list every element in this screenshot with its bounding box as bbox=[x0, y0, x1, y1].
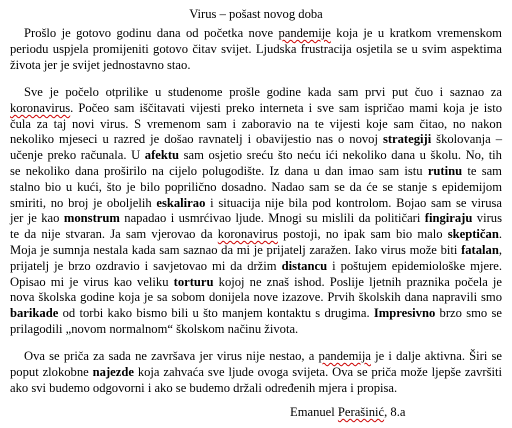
paragraph-body bbox=[10, 85, 502, 338]
bold-term: barikade bbox=[10, 306, 59, 321]
text-line: poput zlokobne najezde koja zahvaća sve ljude ovoga svijeta. Ova se priča može ljepše završiti bbox=[10, 364, 502, 379]
text-line: Ova se priča za sada ne završava jer virus nije nestao, a pandemija je i dalje aktivna. Širi se bbox=[24, 349, 503, 363]
bold-term: distancu bbox=[281, 258, 328, 273]
bold-term: strategiji bbox=[382, 132, 432, 147]
bold-term: fingiraju bbox=[424, 211, 473, 226]
text-line: jer je kao monstrum napadao i usmrćivao ljude. Mnogi su mislili da političari fingiraju virus bbox=[10, 211, 502, 226]
bold-term: monstrum bbox=[63, 211, 120, 226]
text-line: prijatelj je brzo ozdravio i savjetovao mi da držim distancu i poštujem epidemiološke mjere. bbox=[10, 258, 502, 273]
bold-term: eskalirao bbox=[156, 195, 206, 210]
bold-term: fatalan bbox=[461, 242, 499, 257]
text-line: Moja je sumnja nestala kada sam saznao da mi je prijatelj zaražen. Iako virus može biti fatalan, bbox=[10, 242, 502, 257]
text-line: Sve je počelo otprilike u studenome prošle godine kada sam prvi put čuo i saznao za bbox=[24, 85, 502, 99]
text-line: nova školska godine koja je sa sobom donijela nove izazove. Prvih školskih dana napravili smo bbox=[10, 290, 502, 305]
signature-last-name: Perašinić bbox=[337, 405, 385, 419]
bold-term: skeptičan bbox=[447, 227, 499, 242]
signature bbox=[290, 404, 405, 420]
text-line: te da nije stvaran. Ja sam vjerovao da koronavirus postoji, no ipak sam bio malo skeptičan. bbox=[10, 227, 502, 242]
text-line: Prošlo je gotovo godinu dana od početka nove pandemije koja je u kratkom vremenskom bbox=[24, 26, 502, 40]
text-line: barikade od torbi kako bismo bili u što manjem kontaktu s drugima. Impresivno brzo smo se bbox=[10, 306, 503, 321]
text-line: ako svi budemo odgovorni i ako se budemo držali određenih mjera i propisa. bbox=[10, 380, 398, 395]
text-line: Opisao mi je virus kao veliku torturu kojoj ne znaš ishod. Poslije ljetnih praznika počela je bbox=[10, 274, 502, 289]
spellcheck-word: pandemije bbox=[278, 26, 331, 40]
bold-term: afektu bbox=[144, 148, 180, 163]
text-line: učenje preko računala. U afektu sam osjetio sreću što neću ići nekoliko dana u školu. No, tih bbox=[10, 148, 502, 163]
signature-class: , 8.a bbox=[384, 405, 406, 419]
text-line: koronavirus. Počeo sam iščitavati vijesti preko interneta i sve sam ispričao mami koja je isto bbox=[10, 100, 502, 115]
text-line: periodu uspjela promijeniti gotovo čitav svijet. Ljudska frustracija osjetila se u svim aspektima bbox=[10, 41, 502, 56]
signature-first-name: Emanuel bbox=[290, 405, 338, 419]
text-line: čula za taj novi virus. S vremenom sam i zaboravio na te vijesti koje sam čitao, no nakon bbox=[10, 116, 502, 131]
paragraph-intro bbox=[10, 26, 502, 73]
text-line: života jer je svijet jednostavno stao. bbox=[10, 57, 191, 72]
essay-title: Virus – pošast novog doba bbox=[189, 7, 323, 21]
bold-term: Impresivno bbox=[373, 306, 436, 321]
spellcheck-word: pandemija bbox=[318, 349, 371, 363]
spellcheck-word: koronavirus bbox=[10, 100, 71, 115]
text-line: nekoliko mjeseci u razred je došao ravnatelj i obavijestio nas o novoj strategiji školovanja – bbox=[10, 132, 502, 147]
spellcheck-word: koronavirus bbox=[217, 227, 278, 242]
text-line: se nekoliko dana proširilo na cijelo polugodište. Iz dana u dan imao sam istu rutinu te sam bbox=[10, 163, 502, 178]
bold-term: torturu bbox=[173, 274, 214, 289]
bold-term: najezde bbox=[92, 364, 134, 379]
text-line: smiriti, no broj je oboljelih eskalirao i situacija nije bila pod kontrolom. Bojao sam se virusa bbox=[10, 195, 502, 210]
bold-term: rutinu bbox=[427, 163, 463, 178]
paragraph-conclusion bbox=[10, 349, 502, 396]
text-line: stalno bio u kući, što je bilo poprilično dosadno. Nadao sam se da će se stanje s epidemijom bbox=[10, 179, 502, 194]
text-line: prilagodili „novom normalnom“ školskom načinu života. bbox=[10, 321, 299, 336]
